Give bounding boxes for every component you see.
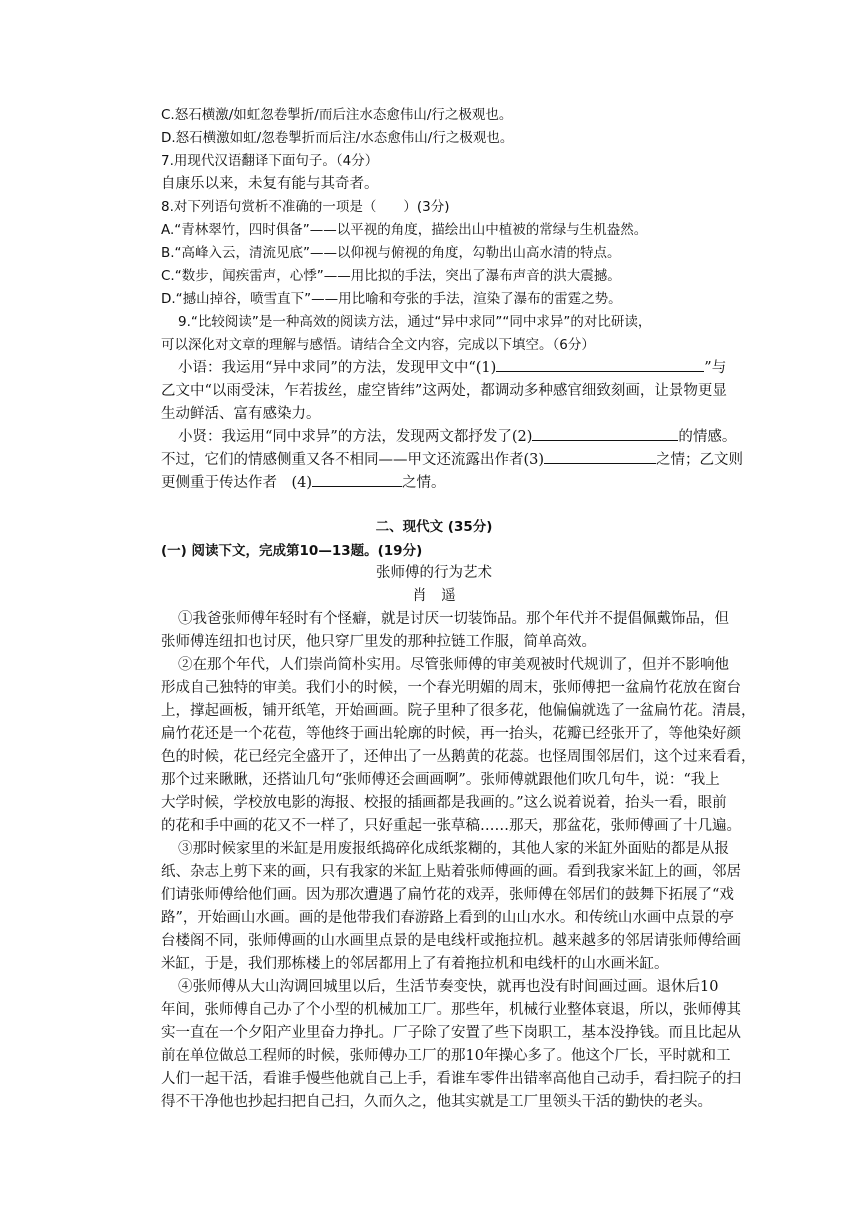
question-7-sentence: 自康乐以来，未复有能与其奇者。 <box>161 176 379 192</box>
question-8-option-c: C.“数步，闻疾雷声，心悸”——用比拟的手法，突出了瀑布声音的洪大震撼。 <box>161 268 621 284</box>
paragraph-line: 米缸，于是，我们那栋楼上的邻居都用上了有着拖拉机和电线杆的山水画米缸。 <box>161 956 669 972</box>
xiaoyu-line-3: 生动鲜活、富有感染力。 <box>161 406 321 422</box>
question-8: 8.对下列语句赏析不准确的一项是（ ）(3分) <box>161 199 450 215</box>
paragraph-line: 那个过来瞅瞅，还搭讪几句“张师傅还会画画啊”。张师傅就跟他们吹几句牛，说：“我上 <box>161 772 720 788</box>
article-author: 肖 遥 <box>412 588 456 604</box>
paragraph-line: 上，撑起画板，铺开纸笔，开始画画。院子里种了很多花，他偏偏就选了一盆扁竹花。清晨， <box>161 703 756 719</box>
paragraph-line: ①我爸张师傅年轻时有个怪癖，就是讨厌一切装饰品。那个年代并不提倡佩戴饰品，但 <box>178 611 729 627</box>
paragraph-line: 年间，张师傅自己办了个小型的机械加工厂。那些年，机械行业整体衰退，所以，张师傅其 <box>161 1002 741 1018</box>
paragraph-line: ③那时候家里的米缸是用废报纸捣碎化成纸浆糊的，其他人家的米缸外面贴的都是从报 <box>178 841 729 857</box>
xiaoxian-line-3-text: 更侧重于传达作者 (4) <box>161 475 313 491</box>
paragraph-line: 路”，开始画山水画。画的是他带我们春游路上看到的山山水水。和传统山水画中点景的亭 <box>161 910 734 926</box>
answer-blank-4[interactable] <box>312 472 402 487</box>
paragraph-line: 纸、杂志上剪下来的画，只有我家的米缸上贴着张师傅画的画。看到我家米缸上的画，邻居 <box>161 864 741 880</box>
paragraph-line: 大学时候，学校放电影的海报、校报的插画都是我画的。”这么说着说着，抬头一看，眼前 <box>161 795 727 811</box>
question-9-line-2: 可以深化对文章的理解与感悟。请结合全文内容，完成以下填空。（6分） <box>161 337 595 353</box>
xiaoxian-line-2 <box>161 449 743 471</box>
paragraph-line: 形成自己独特的审美。我们小的时候，一个春光明媚的周末，张师傅把一盆扁竹花放在窗台 <box>161 680 741 696</box>
answer-blank-1[interactable] <box>496 357 704 372</box>
paragraph-line: 的花和手中画的花又不一样了，只好重起一张草稿……那天，那盆花，张师傅画了十几遍。 <box>161 818 741 834</box>
xiaoxian-line-3-end: 之情。 <box>402 475 446 491</box>
xiaoxian-line-1 <box>178 426 736 448</box>
xiaoyu-line-1-text: 小语：我运用“异中求同”的方法，发现甲文中“(1) <box>178 360 497 376</box>
xiaoyu-line-1 <box>178 357 726 379</box>
answer-blank-3[interactable] <box>544 449 656 464</box>
article-title: 张师傅的行为艺术 <box>376 565 492 581</box>
paragraph-line: 前在单位做总工程师的时候，张师傅办工厂的那10年操心多了。他这个厂长，平时就和工 <box>161 1048 731 1064</box>
xiaoxian-line-2-end: 之情；乙文则 <box>656 452 744 468</box>
paragraph-line: 们请张师傅给他们画。因为那次遭遇了扁竹花的戏弄，张师傅在邻居们的鼓舞下拓展了“戏 <box>161 887 734 903</box>
xiaoyu-line-2: 乙文中“以雨受沫，乍若拔丝，虚空皆纬”这两处，都调动多种感官细致刻画，让景物更显 <box>161 383 727 399</box>
paragraph-line: 得不干净他也抄起扫把自己扫，久而久之，他其实就是工厂里领头干活的勤快的老头。 <box>161 1094 712 1110</box>
paragraph-line: 台楼阁不同，张师傅画的山水画里点景的是电线杆或拖拉机。越来越多的邻居请张师傅给画 <box>161 933 741 949</box>
xiaoyu-line-1-end: ”与 <box>704 360 727 376</box>
option-c: C.怒石横激/如虹忽卷掣折/而后注水态愈伟山/行之极观也。 <box>161 107 513 123</box>
paragraph-line: ②在那个年代，人们崇尚简朴实用。尽管张师傅的审美观被时代规训了，但并不影响他 <box>178 657 729 673</box>
question-9-line-1: 9.“比较阅读”是一种高效的阅读方法，通过“异中求同”“同中求异”的对比研读， <box>178 314 652 330</box>
paragraph-line: 扁竹花还是一个花苞，等他终于画出轮廓的时候，再一抬头，花瓣已经张开了，等他染好颜 <box>161 726 741 742</box>
question-7: 7.用现代汉语翻译下面句子。（4分） <box>161 153 379 169</box>
answer-blank-2[interactable] <box>532 426 678 441</box>
xiaoxian-line-1-text: 小贤：我运用“同中求异”的方法，发现两文都抒发了(2) <box>178 429 533 445</box>
paragraph-line: 人们一起干活，看谁手慢些他就自己上手，看谁车零件出错率高他自己动手，看扫院子的扫 <box>161 1071 741 1087</box>
paragraph-line: 实一直在一个夕阳产业里奋力挣扎。厂子除了安置了些下岗职工，基本没挣钱。而且比起从 <box>161 1025 741 1041</box>
question-8-option-a: A.“青林翠竹，四时俱备”——以平视的角度，描绘出山中植被的常绿与生机盎然。 <box>161 222 648 238</box>
subsection-title: (一) 阅读下文，完成第10—13题。(19分) <box>161 543 423 559</box>
option-d: D.怒石横激如虹/忽卷掣折而后注/水态愈伟山/行之极观也。 <box>161 130 514 146</box>
xiaoxian-line-1-end: 的情感。 <box>678 429 737 445</box>
xiaoxian-line-3 <box>161 472 446 494</box>
question-8-option-b: B.“高峰入云，清流见底”——以仰视与俯视的角度，勾勒出山高水清的特点。 <box>161 245 621 261</box>
paragraph-line: 色的时候，花已经完全盛开了，还伸出了一丛鹅黄的花蕊。也怪周围邻居们，这个过来看看， <box>161 749 756 765</box>
xiaoxian-line-2-text: 不过，它们的情感侧重又各不相同——甲文还流露出作者(3) <box>161 452 545 468</box>
question-8-option-d: D.“撼山掉谷，喷雪直下”——用比喻和夸张的手法，渲染了瀑布的雷霆之势。 <box>161 291 622 307</box>
paragraph-line: ④张师傅从大山沟调回城里以后，生活节奏变快，就再也没有时间画过画。退休后10 <box>178 979 719 995</box>
paragraph-line: 张师傅连纽扣也讨厌，他只穿厂里发的那种拉链工作服，简单高效。 <box>161 634 596 650</box>
section-title: 二、现代文 (35分) <box>375 519 493 535</box>
